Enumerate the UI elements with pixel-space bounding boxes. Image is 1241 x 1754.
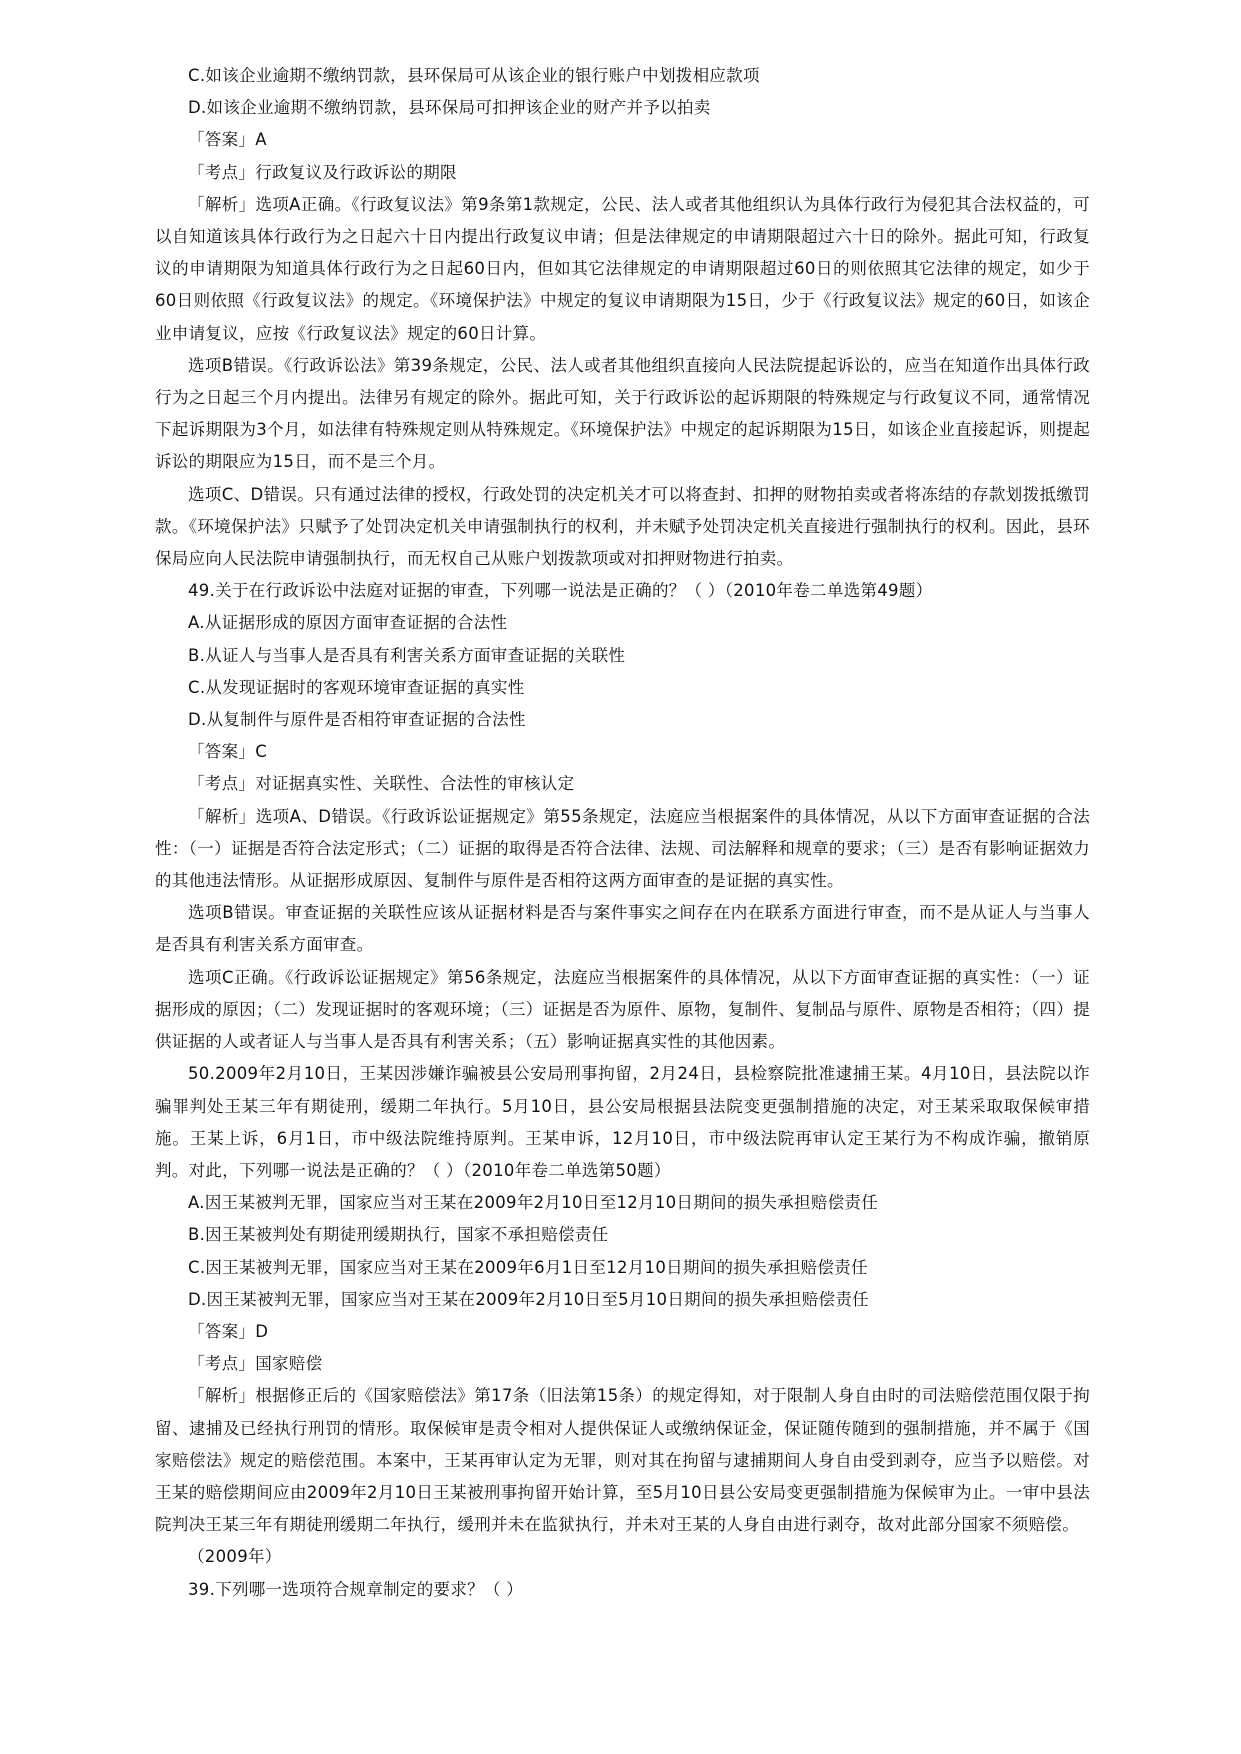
question-50: 50.2009年2月10日，王某因涉嫌诈骗被县公安局刑事拘留，2月24日，县检察院批准逮捕王某。4月10日，县法院以诈骗罪判处王某三年有期徒刑，缓期二年执行。5月10日，县公安局根据县法院变更强制措施的决定，对王某采取取保候审措施。王某上诉，6月1日，市中级法院维持原判。王某申诉，12月10日，市中级法院再审认定王某行为不构成诈骗，撤销原判。对此，下列哪一说法是正确的？（ ）（2010年卷二单选第50题） — [155, 1064, 1090, 1180]
option-c-q48: C.如该企业逾期不缴纳罚款，县环保局可从该企业的银行账户中划拨相应款项 — [188, 66, 760, 85]
key-point-q48: 「考点」行政复议及行政诉讼的期限 — [188, 162, 457, 182]
analysis-q48-cd: 选项C、D错误。只有通过法律的授权，行政处罚的决定机关才可以将查封、扣押的财物拍卖或者将冻结的存款划拨抵缴罚款。《环境保护法》只赋予了处罚决定机关申请强制执行的权利，并未赋予处罚决定机关直接进行强制执行的权利。因此，县环保局应向人民法院申请强制执行，而无权自己从账户划拨款项或对扣押财物进行拍卖。 — [155, 484, 1090, 569]
analysis-q49-c: 选项C正确。《行政诉讼证据规定》第56条规定，法庭应当根据案件的具体情况，从以下方面审查证据的真实性：（一）证据形成的原因；（二）发现证据时的客观环境；（三）证据是否为原件、原物，复制件、复制品与原件、原物是否相符；（四）提供证据的人或者证人与当事人是否具有利害关系；（五）影响证据真实性的其他因素。 — [155, 967, 1090, 1052]
key-point-q49: 「考点」对证据真实性、关联性、合法性的审核认定 — [188, 774, 575, 794]
option-a-q49: A.从证据形成的原因方面审查证据的合法性 — [188, 613, 508, 633]
analysis-q48-a: 「解析」选项A正确。《行政复议法》第9条第1款规定，公民、法人或者其他组织认为具体行政行为侵犯其合法权益的，可以自知道该具体行政行为之日起六十日内提出行政复议申请；但是法律规定的申请期限超过六十日的除外。据此可知，行政复议的申请期限为知道具体行政行为之日起60日内，但如其它法律规定的申请期限超过60日的则依照其它法律的规定，如少于60日则依照《行政复议法》的规定。《环境保护法》中规定的复议申请期限为15日，少于《行政复议法》规定的60日，如该企业申请复议，应按《行政复议法》规定的60日计算。 — [155, 194, 1090, 343]
option-d-q48: D.如该企业逾期不缴纳罚款，县环保局可扣押该企业的财产并予以拍卖 — [188, 98, 711, 118]
year-heading: （2009年） — [188, 1547, 282, 1567]
option-b-q49: B.从证人与当事人是否具有利害关系方面审查证据的关联性 — [188, 645, 626, 665]
option-b-q50: B.因王某被判处有期徒刑缓期执行，国家不承担赔偿责任 — [188, 1225, 609, 1245]
option-d-q50: D.因王某被判无罪，国家应当对王某在2009年2月10日至5月10日期间的损失承担赔偿责任 — [188, 1289, 869, 1309]
question-49: 49.关于在行政诉讼中法庭对证据的审查，下列哪一说法是正确的？（ ）（2010年卷二单选第49题） — [188, 581, 933, 601]
analysis-q48-b: 选项B错误。《行政诉讼法》第39条规定，公民、法人或者其他组织直接向人民法院提起诉讼的，应当在知道作出具体行政行为之日起三个月内提出。法律另有规定的除外。据此可知，关于行政诉讼的起诉期限的特殊规定与行政复议不同，通常情况下起诉期限为3个月，如法律有特殊规定则从特殊规定。《环境保护法》中规定的起诉期限为15日，如该企业直接起诉，则提起诉讼的期限应为15日，而不是三个月。 — [155, 355, 1090, 472]
answer-q49: 「答案」C — [188, 742, 268, 762]
analysis-q49-ad: 「解析」选项A、D错误。《行政诉讼证据规定》第55条规定，法庭应当根据案件的具体情况，从以下方面审查证据的合法性：（一）证据是否符合法定形式；（二）证据的取得是否符合法律、法规、司法解释和规章的要求；（三）是否有影响证据效力的其他违法情形。从证据形成原因、复制件与原件是否相符这两方面审查的是证据的真实性。 — [155, 806, 1090, 891]
option-c-q50: C.因王某被判无罪，国家应当对王某在2009年6月1日至12月10日期间的损失承担赔偿责任 — [188, 1257, 868, 1277]
answer-q50: 「答案」D — [188, 1321, 269, 1341]
question-39: 39.下列哪一选项符合规章制定的要求？（ ） — [188, 1579, 524, 1599]
option-c-q49: C.从发现证据时的客观环境审查证据的真实性 — [188, 677, 525, 697]
key-point-q50: 「考点」国家赔偿 — [188, 1354, 323, 1374]
option-d-q49: D.从复制件与原件是否相符审查证据的合法性 — [188, 710, 526, 730]
document-page — [155, 60, 1090, 1606]
option-a-q50: A.因王某被判无罪，国家应当对王某在2009年2月10日至12月10日期间的损失承担赔偿责任 — [188, 1193, 879, 1213]
answer-q48: 「答案」A — [188, 130, 267, 150]
analysis-q50: 「解析」根据修正后的《国家赔偿法》第17条（旧法第15条）的规定得知，对于限制人身自由时的司法赔偿范围仅限于拘留、逮捕及已经执行刑罚的情形。取保候审是责令相对人提供保证人或缴纳保证金，保证随传随到的强制措施，并不属于《国家赔偿法》规定的赔偿范围。本案中，王某再审认定为无罪，则对其在拘留与逮捕期间人身自由受到剥夺，应当予以赔偿。对王某的赔偿期间应由2009年2月10日王某被刑事拘留开始计算，至5月10日县公安局变更强制措施为保候审为止。一审中县法院判决王某三年有期徒刑缓期二年执行，缓刑并未在监狱执行，并未对王某的人身自由进行剥夺，故对此部分国家不须赔偿。 — [155, 1386, 1090, 1535]
analysis-q49-b: 选项B错误。审查证据的关联性应该从证据材料是否与案件事实之间存在内在联系方面进行审查，而不是从证人与当事人是否具有利害关系方面审查。 — [155, 903, 1090, 955]
